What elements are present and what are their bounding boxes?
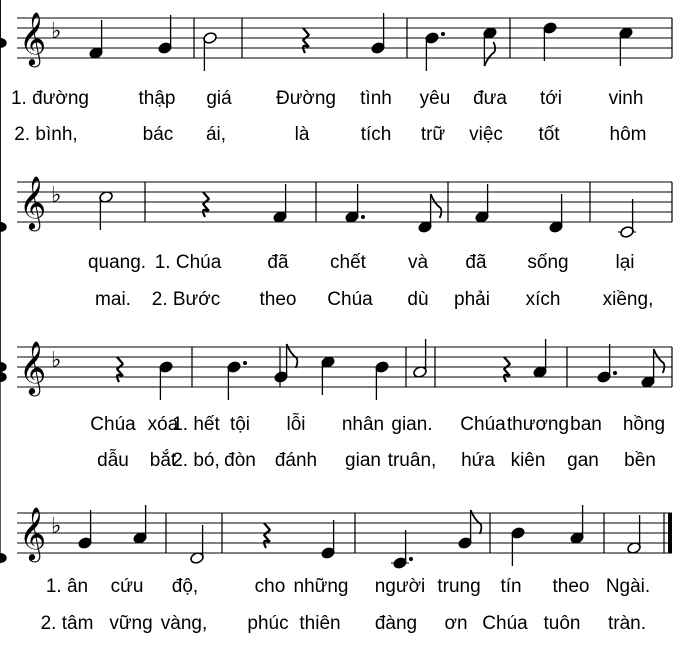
quarter-rest-icon <box>303 28 309 53</box>
augmentation-dot <box>441 32 445 36</box>
lyric-syllable: là <box>294 124 310 145</box>
lyric-syllable: 2. bình, <box>14 124 78 145</box>
lyric-syllable: hồng <box>622 414 666 435</box>
treble-clef-icon: 𝄞 <box>19 175 47 229</box>
lyric-syllable: dù <box>407 289 429 310</box>
lyric-syllable: theo <box>259 289 297 310</box>
lyric-syllable: những <box>293 576 349 597</box>
flat-key-signature-icon: ♭ <box>51 514 62 539</box>
lyric-syllable: Chúa <box>90 414 136 435</box>
lyric-syllable: đưa <box>473 88 507 109</box>
lyric-syllable: tích <box>360 124 392 145</box>
lyric-syllable: tội <box>229 414 251 435</box>
lyric-syllable: tràn. <box>607 613 647 634</box>
lyric-syllable: quang. <box>87 252 147 273</box>
lyric-syllable: hôm <box>609 124 647 145</box>
lyric-syllable: thập <box>138 88 176 109</box>
lyric-syllable: vinh <box>608 88 644 109</box>
eighth-flag-icon <box>287 344 298 368</box>
lyric-syllable: dẫu <box>97 450 129 471</box>
lyric-syllable: ban <box>570 414 602 435</box>
lyric-syllable: bắt <box>149 450 177 471</box>
lyric-syllable: Ngài. <box>605 576 651 597</box>
lyric-syllable: truân, <box>387 450 437 471</box>
lyric-syllable: việc <box>469 124 503 145</box>
lyric-syllable: gan <box>567 450 599 471</box>
lyric-syllable: gian. <box>391 414 433 435</box>
quarter-rest-icon <box>504 357 510 382</box>
treble-clef-icon: 𝄞 <box>19 11 47 65</box>
eighth-flag-icon <box>484 42 495 66</box>
lyric-syllable: mai. <box>95 289 131 310</box>
quarter-rest-icon <box>264 523 270 548</box>
lyric-syllable: đã <box>465 252 487 273</box>
augmentation-dot <box>361 215 365 219</box>
lyric-syllable: cho <box>254 576 286 597</box>
lyric-syllable: Chúa <box>482 613 528 634</box>
lyric-syllable: 2. Bước <box>151 289 221 310</box>
flat-key-signature-icon: ♭ <box>51 348 62 373</box>
lyric-syllable: bền <box>624 450 656 471</box>
lyric-syllable: 2. tâm <box>40 613 94 634</box>
lyric-syllable: phải <box>454 289 490 310</box>
lyric-syllable: yêu <box>419 88 451 109</box>
lyric-syllable: trữ <box>420 124 446 145</box>
eighth-flag-icon <box>471 510 482 534</box>
lyric-syllable: người <box>374 576 426 597</box>
lyric-syllable: đã <box>267 252 289 273</box>
lyric-syllable: tới <box>540 88 562 109</box>
flat-key-signature-icon: ♭ <box>51 19 62 44</box>
lyric-syllable: tốt <box>538 124 560 145</box>
lyric-syllable: nhân <box>341 414 385 435</box>
treble-clef-icon: 𝄞 <box>19 506 47 560</box>
lyric-syllable: Chúa <box>327 289 373 310</box>
note-head <box>0 362 6 371</box>
lyric-syllable: kiên <box>510 450 546 471</box>
lyric-syllable: hứa <box>461 450 495 471</box>
note-head <box>0 222 6 231</box>
lyric-syllable: ơn <box>444 613 468 634</box>
augmentation-dot <box>243 361 247 365</box>
lyric-syllable: 1. đường <box>10 88 90 109</box>
treble-clef-icon: 𝄞 <box>19 340 47 394</box>
augmentation-dot <box>409 557 413 561</box>
lyric-syllable: bác <box>142 124 174 145</box>
lyric-syllable: xóa <box>147 414 179 435</box>
eighth-flag-icon <box>654 349 665 373</box>
lyric-syllable: chết <box>330 252 366 273</box>
lyric-syllable: theo <box>552 576 590 597</box>
eighth-flag-icon <box>431 194 442 218</box>
lyric-syllable: lỗi <box>286 414 306 435</box>
flat-key-signature-icon: ♭ <box>51 183 62 208</box>
final-barline-thick <box>668 513 672 553</box>
lyric-syllable: đánh <box>274 450 318 471</box>
lyric-syllable: vững <box>109 613 153 634</box>
lyric-syllable: trung <box>437 576 481 597</box>
lyric-syllable: thương <box>506 414 570 435</box>
lyric-syllable: 2. bó, <box>172 450 220 471</box>
lyric-syllable: vàng, <box>160 613 208 634</box>
lyric-syllable: đòn <box>224 450 256 471</box>
lyric-syllable: sống <box>527 252 569 273</box>
lyric-syllable: phúc <box>247 613 289 634</box>
lyric-syllable: xích <box>525 289 561 310</box>
lyric-syllable: tuôn <box>543 613 581 634</box>
lyric-syllable: và <box>407 252 429 273</box>
lyric-syllable: 1. Chúa <box>154 252 222 273</box>
lyric-syllable: 1. ân <box>45 576 89 597</box>
lyric-syllable: độ, <box>171 576 199 597</box>
lyric-syllable: Chúa <box>460 414 506 435</box>
lyric-syllable: lại <box>615 252 635 273</box>
lyric-syllable: gian <box>345 450 381 471</box>
note-head <box>0 553 6 562</box>
lyric-syllable: 1. hết <box>172 414 220 435</box>
lyric-syllable: Đường <box>275 88 337 109</box>
lyric-syllable: xiềng, <box>602 289 654 310</box>
lyric-syllable: cứu <box>110 576 144 597</box>
lyric-syllable: tình <box>360 88 392 109</box>
note-head <box>0 38 6 47</box>
staff-system <box>0 0 672 145</box>
lyric-syllable: tín <box>500 576 522 597</box>
quarter-rest-icon <box>117 357 123 382</box>
augmentation-dot <box>613 371 617 375</box>
staff-system <box>0 0 672 310</box>
lyric-syllable: thiên <box>299 613 341 634</box>
lyric-syllable: ái, <box>205 124 227 145</box>
note-head <box>0 372 6 381</box>
lyric-syllable: đàng <box>374 613 418 634</box>
lyric-syllable: giá <box>206 88 232 109</box>
quarter-rest-icon <box>203 192 209 217</box>
